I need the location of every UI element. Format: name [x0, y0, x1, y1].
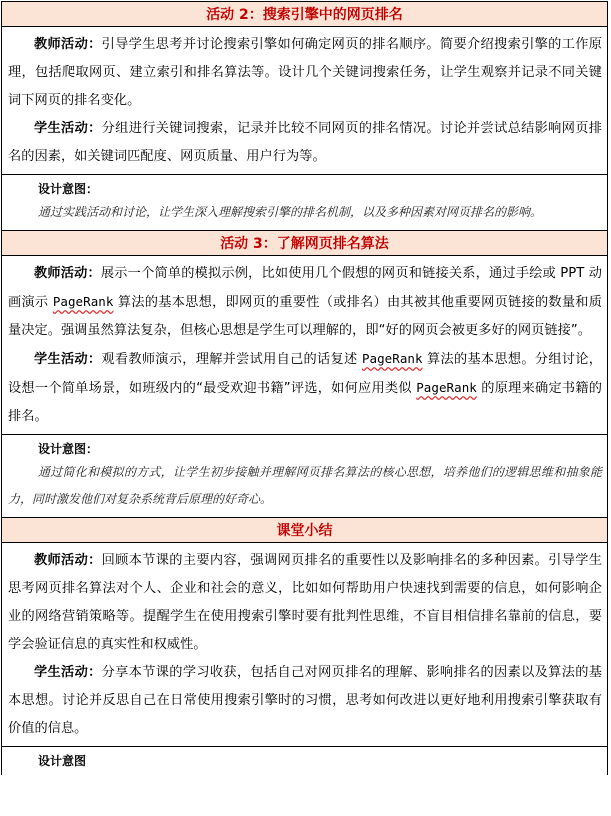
- teacher-text: 回顾本节课的主要内容，强调网页排名的重要性以及影响排名的多种因素。引导学生思考网页排名算法对个人、企业和社会的意义，比如如何帮助用户快速找到需要的信息，如何影响企业的网络营销策略等。提醒学生在使用搜索引擎时要有批判性思维，不盲目相信排名靠前的信息，要学会验证信息的真实性和权威性。: [8, 553, 602, 652]
- summary-student-paragraph: [8, 659, 602, 743]
- teacher-text-part2: 算法的基本思想，即网页的重要性（或排名）由其被其他重要网页链接的数量和质量决定。强调虽然算法复杂，但核心思想是学生可以理解的，即“好的网页会被更多好的网页链接”。: [8, 295, 602, 338]
- student-label: 学生活动：: [34, 352, 102, 367]
- activity2-design: [2, 175, 607, 231]
- design-text: 通过实践活动和讨论，让学生深入理解搜索引擎的排名机制，以及多种因素对网页排名的影响。: [38, 205, 543, 219]
- teacher-label: 教师活动：: [34, 553, 102, 568]
- pagerank-term: PageRank: [416, 380, 477, 395]
- summary-header: [2, 518, 607, 543]
- summary-design: [2, 747, 607, 775]
- pagerank-term: PageRank: [52, 294, 114, 309]
- activity2-student-paragraph: [8, 115, 602, 171]
- activity2-teacher-paragraph: [8, 31, 602, 115]
- activity3-title: 活动 3：了解网页排名算法: [220, 236, 389, 252]
- summary-teacher-paragraph: [8, 547, 602, 659]
- activity2-header: [2, 2, 607, 27]
- student-text-part2: 算法的基本思想。分组讨论，设想一个简单场景，如班级内的“最受欢迎书籍”评选，如何应用类似: [8, 352, 602, 396]
- activity3-activities: [2, 256, 607, 435]
- teacher-text: 引导学生思考并讨论搜索引擎如何确定网页的排名顺序。简要介绍搜索引擎的工作原理，包括爬取网页、建立索引和排名算法等。设计几个关键词搜索任务，让学生观察并记录不同关键词下网页的排名变化。: [8, 37, 602, 108]
- student-text: 分享本节课的学习收获，包括自己对网页排名的理解、影响排名的因素以及算法的基本思想。讨论并反思自己在日常使用搜索引擎时的习惯，思考如何改进以更好地利用搜索引擎获取有价值的信息。: [8, 665, 602, 736]
- design-label: 设计意图：: [38, 182, 99, 196]
- pagerank-term: PageRank: [361, 351, 423, 366]
- student-text-part1: 观看教师演示，理解并尝试用自己的话复述: [101, 352, 362, 367]
- teacher-text-part1: 展示一个简单的模拟示例，比如使用几个假想的网页和链接关系，通过手绘或 PPT 动画演示: [8, 266, 603, 310]
- activity3-header: [2, 231, 607, 256]
- design-text: 通过简化和模拟的方式，让学生初步接触并理解网页排名算法的核心思想，培养他们的逻辑思维和抽象能力，同时激发他们对复杂系统背后原理的好奇心。: [8, 465, 602, 506]
- summary-title: 课堂小结: [276, 523, 333, 539]
- activity2-activities: [2, 27, 607, 175]
- student-text-part3: 的原理来确定书籍的排名。: [8, 381, 603, 424]
- activity3-design: [2, 435, 607, 518]
- student-text: 分组进行关键词搜索，记录并比较不同网页的排名情况。讨论并尝试总结影响网页排名的因素，如关键词匹配度、网页质量、用户行为等。: [8, 121, 602, 164]
- design-label: 设计意图：: [38, 442, 99, 456]
- activity2-title: 活动 2：搜索引擎中的网页排名: [206, 7, 403, 23]
- student-label: 学生活动：: [34, 665, 102, 680]
- lesson-plan-table: [1, 1, 608, 775]
- activity3-student-paragraph: [8, 345, 602, 431]
- teacher-label: 教师活动：: [34, 266, 101, 281]
- student-label: 学生活动：: [34, 121, 102, 136]
- teacher-label: 教师活动：: [34, 37, 102, 52]
- design-label: 设计意图: [38, 754, 87, 768]
- activity3-teacher-paragraph: [8, 260, 602, 345]
- summary-activities: [2, 543, 607, 747]
